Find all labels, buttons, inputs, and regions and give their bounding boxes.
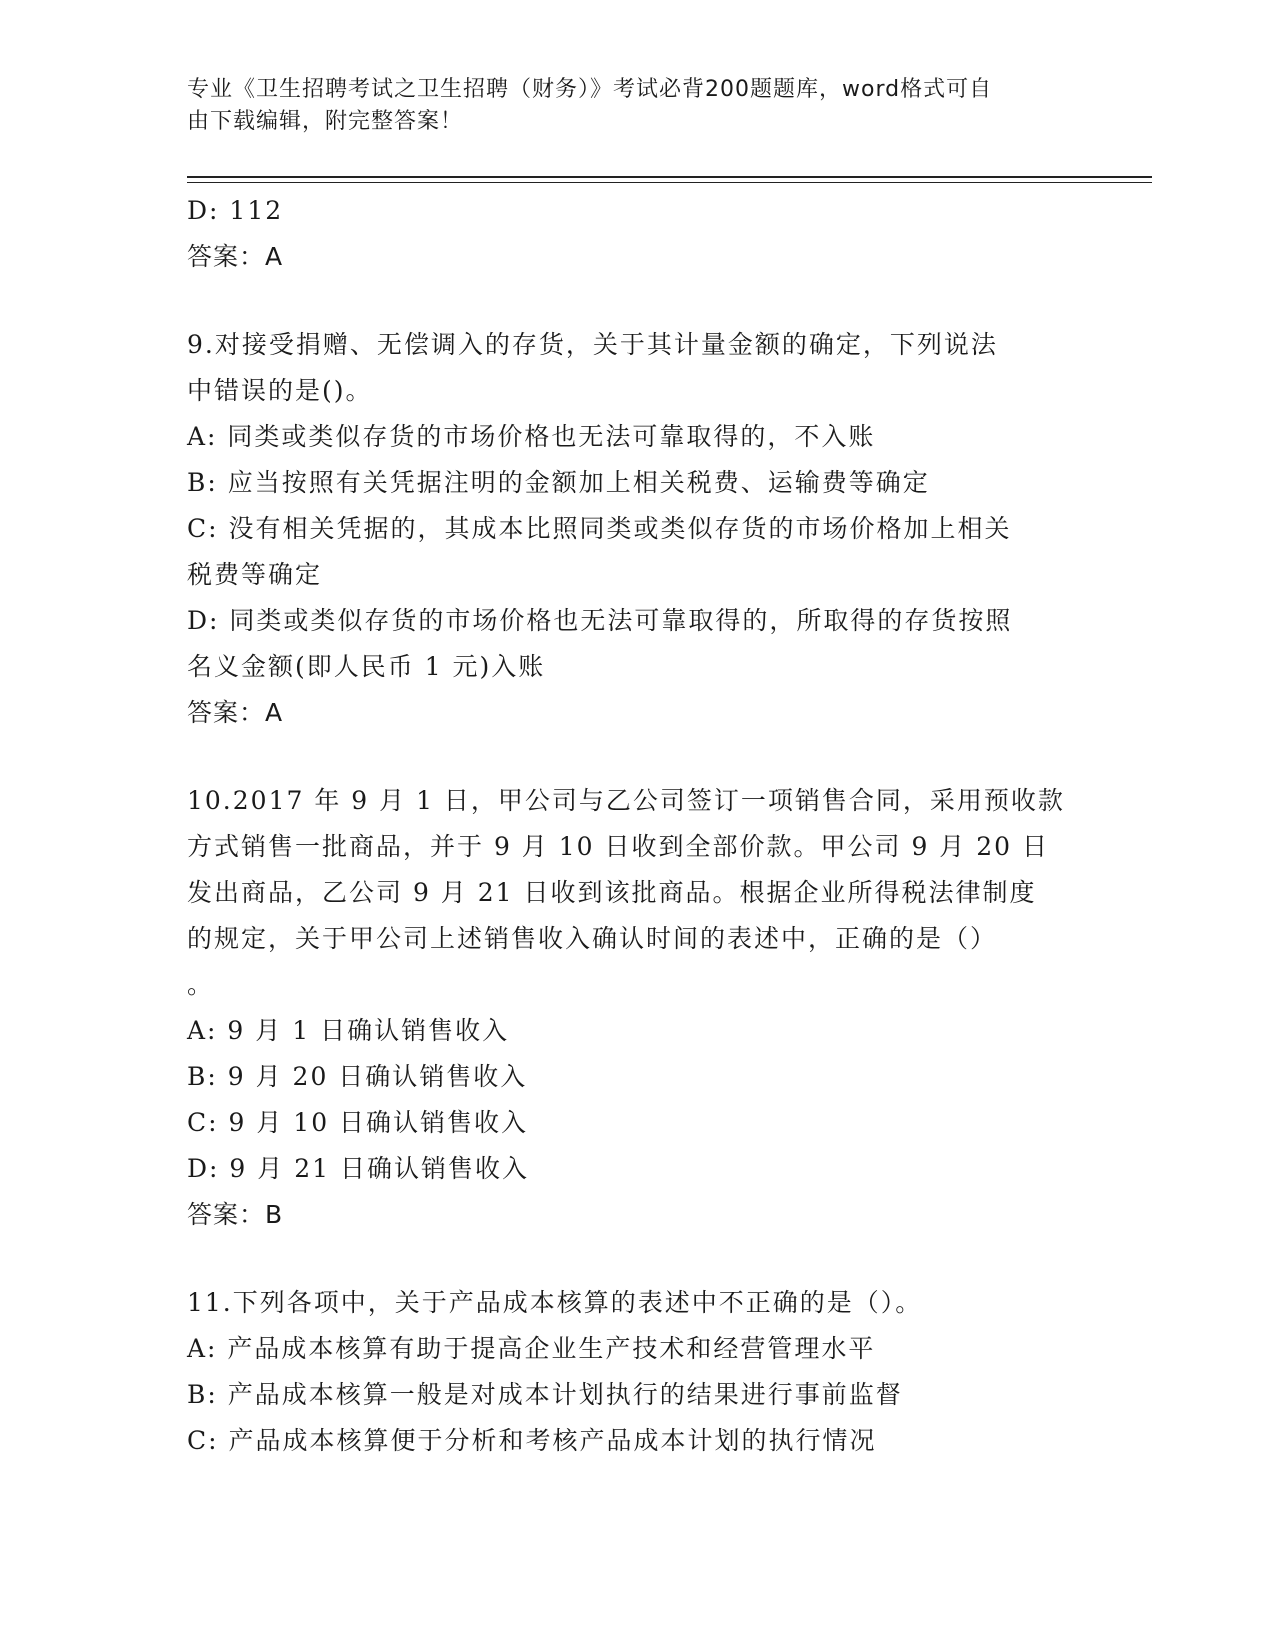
question-stem: 9.对接受捐赠、无偿调入的存货，关于其计量金额的确定，下列说法 xyxy=(187,330,998,359)
option-d: D: 同类或类似存货的市场价格也无法可靠取得的，所取得的存货按照 xyxy=(187,606,1013,635)
question-stem: 发出商品，乙公司 9 月 21 日收到该批商品。根据企业所得税法律制度 xyxy=(187,878,1037,907)
question-stem: 中错误的是()。 xyxy=(187,376,373,405)
option-d-cont: 名义金额(即人民币 1 元)入账 xyxy=(187,652,546,681)
question-list xyxy=(187,188,1087,1464)
question-stem: 11.下列各项中，关于产品成本核算的表述中不正确的是（）。 xyxy=(187,1288,923,1317)
option-c-cont: 税费等确定 xyxy=(187,560,323,589)
option-c: C: 9 月 10 日确认销售收入 xyxy=(187,1108,529,1137)
spacer xyxy=(187,736,1087,778)
question-stem: 。 xyxy=(187,970,215,999)
question-10 xyxy=(187,778,1087,1238)
answer-label: 答案：A xyxy=(187,698,284,727)
option-c: C: 产品成本核算便于分析和考核产品成本计划的执行情况 xyxy=(187,1426,877,1455)
document-header xyxy=(187,74,1077,138)
header-divider-thin xyxy=(187,182,1152,183)
spacer xyxy=(187,1238,1087,1280)
option-a: A: 同类或类似存货的市场价格也无法可靠取得的，不入账 xyxy=(187,422,876,451)
question-stem: 的规定，关于甲公司上述销售收入确认时间的表述中，正确的是（） xyxy=(187,924,998,953)
header-divider-thick xyxy=(187,176,1152,178)
option-d: D: 112 xyxy=(187,196,284,225)
question-11 xyxy=(187,1280,1087,1464)
option-d: D: 9 月 21 日确认销售收入 xyxy=(187,1154,529,1183)
option-b: B: 9 月 20 日确认销售收入 xyxy=(187,1062,528,1091)
option-a: A: 产品成本核算有助于提高企业生产技术和经营管理水平 xyxy=(187,1334,876,1363)
question-stem: 方式销售一批商品，并于 9 月 10 日收到全部价款。甲公司 9 月 20 日 xyxy=(187,832,1050,861)
question-8-tail xyxy=(187,188,1087,280)
question-stem: 10.2017 年 9 月 1 日，甲公司与乙公司签订一项销售合同，采用预收款 xyxy=(187,786,1065,815)
header-line-1: 专业《卫生招聘考试之卫生招聘（财务）》考试必背200题题库，word格式可自 xyxy=(187,77,993,102)
question-9 xyxy=(187,322,1087,736)
answer-label: 答案：B xyxy=(187,1200,284,1229)
option-b: B: 应当按照有关凭据注明的金额加上相关税费、运输费等确定 xyxy=(187,468,930,497)
spacer xyxy=(187,280,1087,322)
option-b: B: 产品成本核算一般是对成本计划执行的结果进行事前监督 xyxy=(187,1380,903,1409)
option-a: A: 9 月 1 日确认销售收入 xyxy=(187,1016,510,1045)
option-c: C: 没有相关凭据的，其成本比照同类或类似存货的市场价格加上相关 xyxy=(187,514,1012,543)
answer-label: 答案：A xyxy=(187,242,284,271)
header-line-2: 由下载编辑，附完整答案！ xyxy=(187,109,464,134)
